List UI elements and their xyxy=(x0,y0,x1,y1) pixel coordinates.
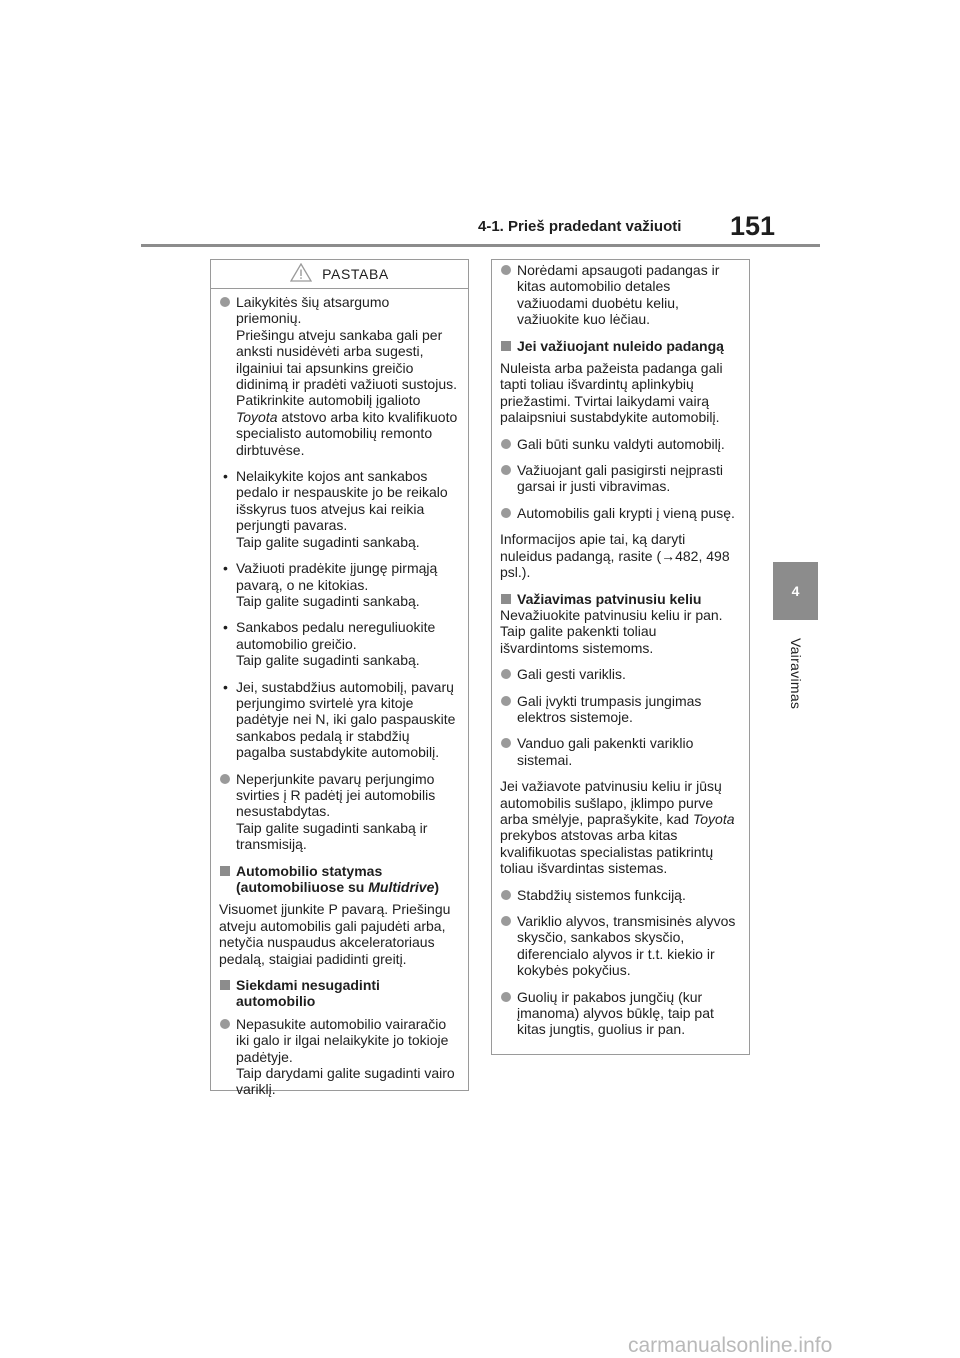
header-rule xyxy=(141,244,820,247)
section-heading-parking: Automobilio statymas (automobiliuose su Multidrive) xyxy=(219,863,460,896)
notice-bullet-steering: Nepasukite automobilio vairaračio iki galo ir ilgai nelaikykite jo tokioje padėtyje. Taip darydami galite sugadinti vairo variklį. xyxy=(219,1016,460,1098)
brand-name: Toyota xyxy=(236,408,278,425)
list-item: Gali įvykti trumpasis jungimas elektros sistemoje. xyxy=(500,693,741,726)
section-heading-flat-tire: Jei važiuojant nuleido padangą xyxy=(500,338,741,354)
list-item: Automobilis gali krypti į vieną pusę. xyxy=(500,505,741,521)
list-item: Gali būti sunku valdyti automobilį. xyxy=(500,436,741,452)
paragraph-flood-inspection: Jei važiavote patvinusiu keliu ir jūsų automobilis sušlapo, įklimpo purve arba smėlyje, paprašykite, kad Toyota prekybos atstovas arba kitas kvalifikuotas specialistas patikrintų toliau išvardintas sistemas. xyxy=(500,778,735,877)
list-item: Variklio alyvos, transmisinės alyvos skysčio, sankabos skysčio, diferencialo alyvos ir t.t. kiekio ir kokybės pokyčius. xyxy=(500,913,741,979)
notice-box-left xyxy=(210,259,469,1098)
list-item: • Nelaikykite kojos ant sankabos pedalo ir nespauskite jo be reikalo išskyrus tuos atvejus kai reikia perjungti pavaras. Taip galite sugadinti sankabą. xyxy=(219,468,460,550)
page-reference: 482, 498 xyxy=(675,547,730,564)
list-item: Vanduo gali pakenkti variklio sistemai. xyxy=(500,735,741,768)
header-section-title: 4-1. Prieš pradedant važiuoti xyxy=(478,218,682,235)
notice-title: PASTABA xyxy=(322,265,389,282)
paragraph-flooded-road: Nevažiuokite patvinusiu keliu ir pan. Taip galite pakenkti toliau išvardintoms sistemoms. xyxy=(500,606,723,656)
list-item: Guolių ir pakabos jungčių (kur įmanoma) alyvos būklę, taip pat kitas jungtis, guolius ir pan. xyxy=(500,989,741,1038)
paragraph-tire-reference: Informacijos apie tai, ką daryti nuleidus padangą, rasite (→482, 498 psl.). xyxy=(500,531,730,581)
chapter-tab: 4 xyxy=(773,562,818,620)
chapter-label: Vairavimas xyxy=(788,638,804,710)
paragraph-flat-tire: Nuleista arba pažeista padanga gali tapti toliau išvardintų aplinkybių priežastimi. Tvirtai laikydami vairą palaipsniui sustabdykite automobilį. xyxy=(500,360,723,426)
notice-title-bar xyxy=(211,260,468,289)
notice-bullet-rough-road: Norėdami apsaugoti padangas ir kitas automobilio detales važiuodami duobėtu keliu, važiuokite kuo lėčiau. xyxy=(500,262,741,328)
notice-bullet-reverse-gear: Neperjunkite pavarų perjungimo svirties į R padėtį jei automobilis nesustabdytas. Taip galite sugadinti sankabą ir transmisiją. xyxy=(219,771,460,853)
section-heading-flooded-road: Važiavimas patvinusiu keliu xyxy=(500,591,741,607)
warning-triangle-icon xyxy=(290,263,312,285)
reference-arrow-icon: → xyxy=(661,547,676,564)
list-item: • Sankabos pedalu nereguliuokite automobilio greičio. Taip galite sugadinti sankabą. xyxy=(219,619,460,668)
section-heading-avoid-damage: Siekdami nesugadinti automobilio xyxy=(219,977,460,1010)
watermark: carmanualsonline.info xyxy=(628,1334,833,1357)
list-item: • Važiuoti pradėkite įjungę pirmąją pavarą, o ne kitokias. Taip galite sugadinti sankabą. xyxy=(219,560,460,609)
notice-box-right xyxy=(491,259,750,1055)
paragraph-parking: Visuomet įjunkite P pavarą. Priešingu atveju automobilis gali pajudėti arba, netyčia nuspaudus akceleratoriaus pedalą, staigiai padidinti greitį. xyxy=(219,901,451,967)
list-item: Stabdžių sistemos funkciją. xyxy=(500,887,741,903)
list-item: Važiuojant gali pasigirsti neįprasti garsai ir justi vibravimas. xyxy=(500,462,741,495)
page-number: 151 xyxy=(730,211,776,241)
list-item: Gali gesti variklis. xyxy=(500,666,741,682)
list-item: • Jei, sustabdžius automobilį, pavarų perjungimo svirtelė yra kitoje padėtyje nei N, iki galo paspauskite sankabos pedalą ir stabdžių pagalba sustabdykite automobilį. xyxy=(219,679,460,761)
brand-name: Toyota xyxy=(692,810,735,827)
notice-bullet-clutch-care: Laikykitės šių atsargumo priemonių. Priešingu atveju sankaba gali per anksti nusidėvėti arba sugesti, ilgainiui tai apsunkins greičio didinimą ir pradėti važiuoti sustojus. Patikrinkite automobilį įgalioto Toyota atstovo arba kito kvalifikuoto specialisto automobilių remonto dirbtuvėse. xyxy=(219,294,460,458)
